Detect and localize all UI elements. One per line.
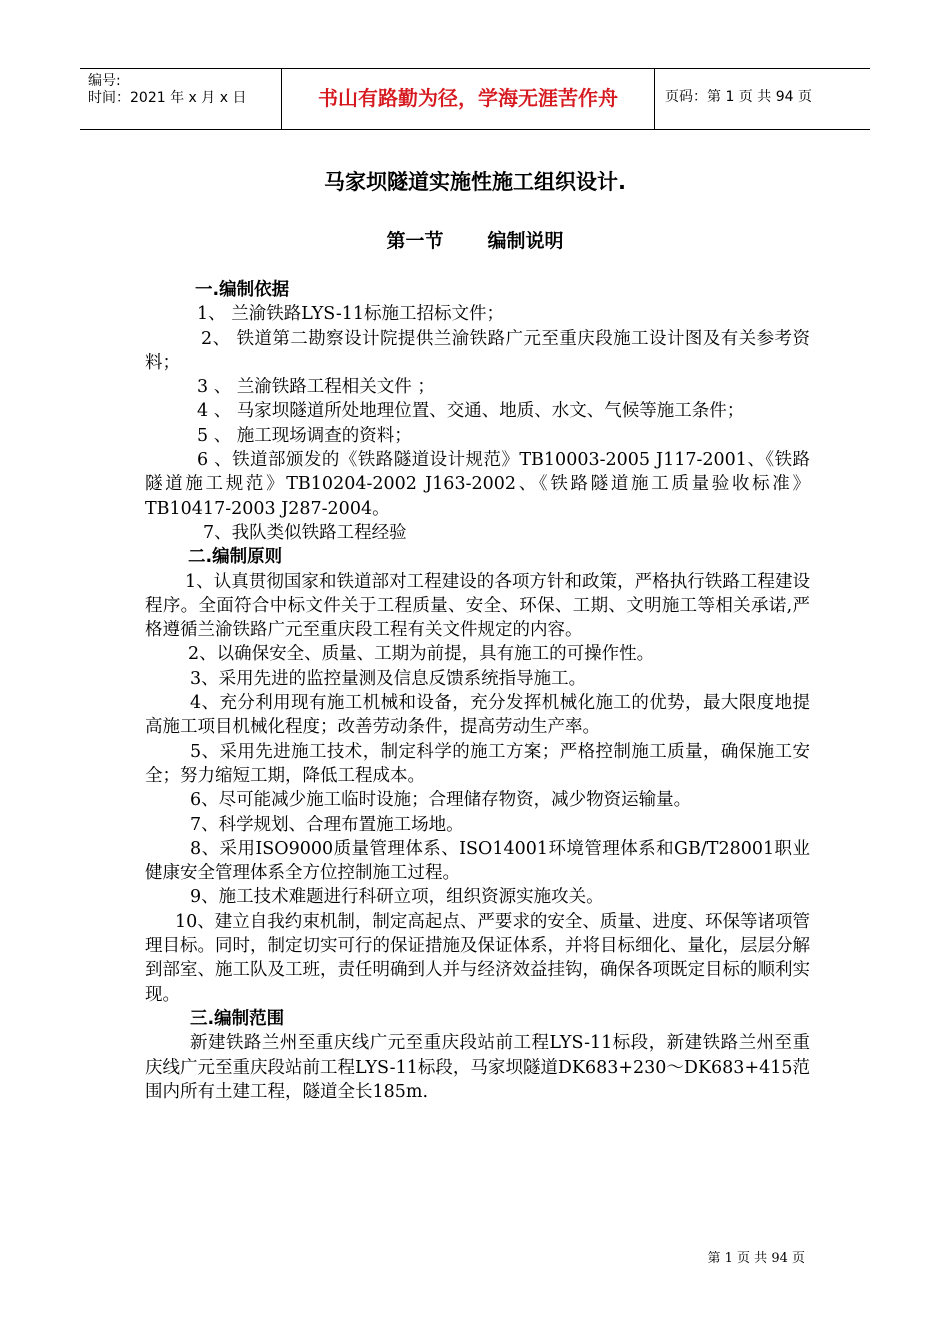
header-motto-cell [282,69,655,129]
section-number: 第一节 [386,230,444,252]
heading-basis: 一.编制依据 [195,280,290,300]
heading-scope: 三.编制范围 [190,1008,285,1029]
principle-item: 2、以确保安全、质量、工期为前提，具有施工的可操作性。 [188,644,655,665]
basis-item: 2、 铁道第二勘察设计院提供兰渝铁路广元至重庆段施工设计图及有关参考资料； [145,328,810,373]
document-title: 马家坝隧道实施性施工组织设计. [324,170,626,194]
principle-item: 8、采用ISO9000质量管理体系、ISO14001环境管理体系和GB/T28001职业健康安全管理体系全方位控制施工过程。 [145,838,810,884]
header-meta-cell [80,69,282,129]
principle-item: 6、尽可能减少施工临时设施；合理储存物资，减少物资运输量。 [190,790,692,811]
page-footer: 第 1 页 共 94 页 [707,1251,805,1266]
principle-item: 1、认真贯彻国家和铁道部对工程建设的各项方针和政策，严格执行铁路工程建设程序。全面符合中标文件关于工程质量、安全、环保、工期、文明施工等相关承诺,严格遵循兰渝铁路广元至重庆段工程有关文件规定的内容。 [145,571,810,641]
doc-code-label: 编号: [88,73,121,89]
section-heading [0,228,950,254]
principle-item: 5、采用先进施工技术，制定科学的施工方案；严格控制施工质量，确保施工安全；努力缩短工期，降低工程成本。 [145,741,810,786]
basis-item: 1、 兰渝铁路LYS-11标施工招标文件； [197,304,505,325]
header-page-cell [655,69,870,129]
header-motto: 书山有路勤为径，学海无涯苦作舟 [318,86,618,110]
basis-item: 5 、 施工现场调查的资料； [197,425,412,446]
principle-item: 7、科学规划、合理布置施工场地。 [190,814,464,835]
principle-item: 9、施工技术难题进行科研立项，组织资源实施攻关。 [190,887,604,908]
document-body [145,278,810,1104]
doc-time-label: 时间：2021 年 x 月 x 日 [88,90,247,106]
section-name: 编制说明 [487,230,564,252]
page-header [80,68,870,130]
basis-item: 7、我队类似铁路工程经验 [203,522,407,543]
basis-item: 6 、铁道部颁发的《铁路隧道设计规范》TB10003-2005 J117-2001、《铁路隧道施工规范》TB10204-2002 J163-2002、《铁路隧道施工质量验收标准》TB10417-2003 J287-2004。 [145,450,810,519]
scope-text: 新建铁路兰州至重庆线广元至重庆段站前工程LYS-11标段，新建铁路兰州至重庆线广元至重庆段站前工程LYS-11标段，马家坝隧道DK683+230～DK683+415范围内所有土建工程，隧道全长185m. [145,1033,811,1102]
principle-item: 10、建立自我约束机制，制定高起点、严要求的安全、质量、进度、环保等诸项管理目标。同时，制定切实可行的保证措施及保证体系，并将目标细化、量化，层层分解到部室、施工队及工班，责任明确到人并与经济效益挂钩，确保各项既定目标的顺利实现。 [145,911,810,1005]
basis-item: 3 、 兰渝铁路工程相关文件 ； [197,377,435,398]
basis-item: 4 、 马家坝隧道所处地理位置、交通、地质、水文、气候等施工条件； [197,401,745,422]
header-page-number: 页码：第 1 页 共 94 页 [665,89,812,105]
principle-item: 3、采用先进的监控量测及信息反馈系统指导施工。 [190,668,587,689]
principle-item: 4、充分利用现有施工机械和设备，充分发挥机械化施工的优势，最大限度地提高施工项目机械化程度；改善劳动条件，提高劳动生产率。 [145,693,810,738]
heading-principles: 二.编制原则 [188,547,283,568]
